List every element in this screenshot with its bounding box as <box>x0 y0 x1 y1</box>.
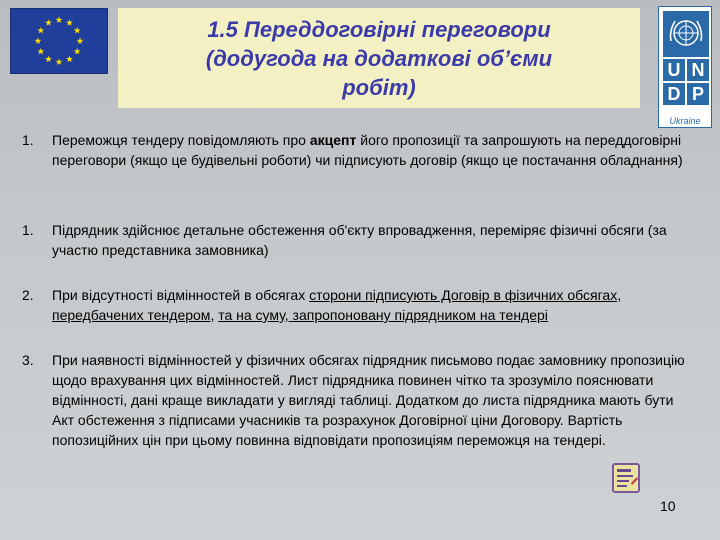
list-item <box>22 130 692 170</box>
bold-term: акцепт <box>309 132 357 148</box>
undp-letter-p: P <box>687 83 709 105</box>
list-item <box>22 220 692 260</box>
eu-star <box>66 56 73 63</box>
list-item-number: 1. <box>22 222 34 238</box>
list-item-text: При наявності відмінностей у фізичних обсягах підрядник письмово подає замовнику пропозицію щодо врахування цих відмінностей. Лист підрядника повинен чітко та зрозуміло пояснювати відмінності, дані краще викладати у вигляді таблиці. Додатком до листа підрядника мають бути Акт обстеження з підписами учасників та розрахунок Договірної ціни Договору. Вартість попозиційних цін при цьому повинна відповідати пропозиціям переможця на тендері. <box>52 352 685 448</box>
list-item-number: 2. <box>22 287 34 303</box>
list-item <box>22 350 692 450</box>
eu-star <box>35 37 42 44</box>
undp-letters <box>663 59 709 107</box>
eu-stars-icon <box>11 9 107 73</box>
text-run: , <box>210 307 219 323</box>
list-item <box>22 285 692 325</box>
eu-star <box>74 48 81 55</box>
list-item-number: 1. <box>22 132 34 148</box>
text-run: його пропозиції та запрошують на переддоговірні переговори (якщо це будівельні роботи) чи підписують договір (якщо це постачання обладнання) <box>52 132 683 168</box>
text-run: При відсутності відмінностей в обсягах <box>52 287 310 303</box>
text-run: Переможця тендеру повідомляють про <box>52 132 310 148</box>
title-line-2: (додугода на додаткові об’єми <box>205 45 553 71</box>
title-line-3: робіт) <box>342 74 416 100</box>
undp-country: Ukraine <box>669 116 701 126</box>
eu-flag-logo <box>10 8 108 74</box>
underlined-text: сторони підписують Договір в фізичних обсягах, передбачених тендером <box>52 287 622 323</box>
eu-star <box>37 48 44 55</box>
eu-star <box>56 58 63 65</box>
eu-star <box>77 37 84 44</box>
eu-star <box>74 27 81 34</box>
undp-letter-n: N <box>687 59 709 81</box>
eu-star <box>37 27 44 34</box>
page-number: 10 <box>660 498 676 514</box>
eu-star <box>45 56 52 63</box>
slide-title-box <box>118 8 640 108</box>
notes-icon[interactable] <box>612 463 640 493</box>
undp-letter-d: D <box>663 83 685 105</box>
list-item-text <box>52 130 692 170</box>
eu-star <box>56 16 63 23</box>
un-emblem-icon <box>663 11 709 57</box>
underlined-text: та на суму, запропоновану підрядником на тендері <box>218 307 548 323</box>
slide-title <box>206 15 552 102</box>
eu-star <box>45 19 52 26</box>
undp-letter-u: U <box>663 59 685 81</box>
list-item-text <box>52 285 692 325</box>
undp-logo <box>658 6 712 128</box>
eu-star <box>66 19 73 26</box>
list-item-number: 3. <box>22 352 34 368</box>
list-item-text: Підрядник здійснює детальне обстеження об'єкту впровадження, переміряє фізичні обсяги (за участю представника замовника) <box>52 222 667 258</box>
title-line-1: 1.5 Переддоговірні переговори <box>207 16 551 42</box>
